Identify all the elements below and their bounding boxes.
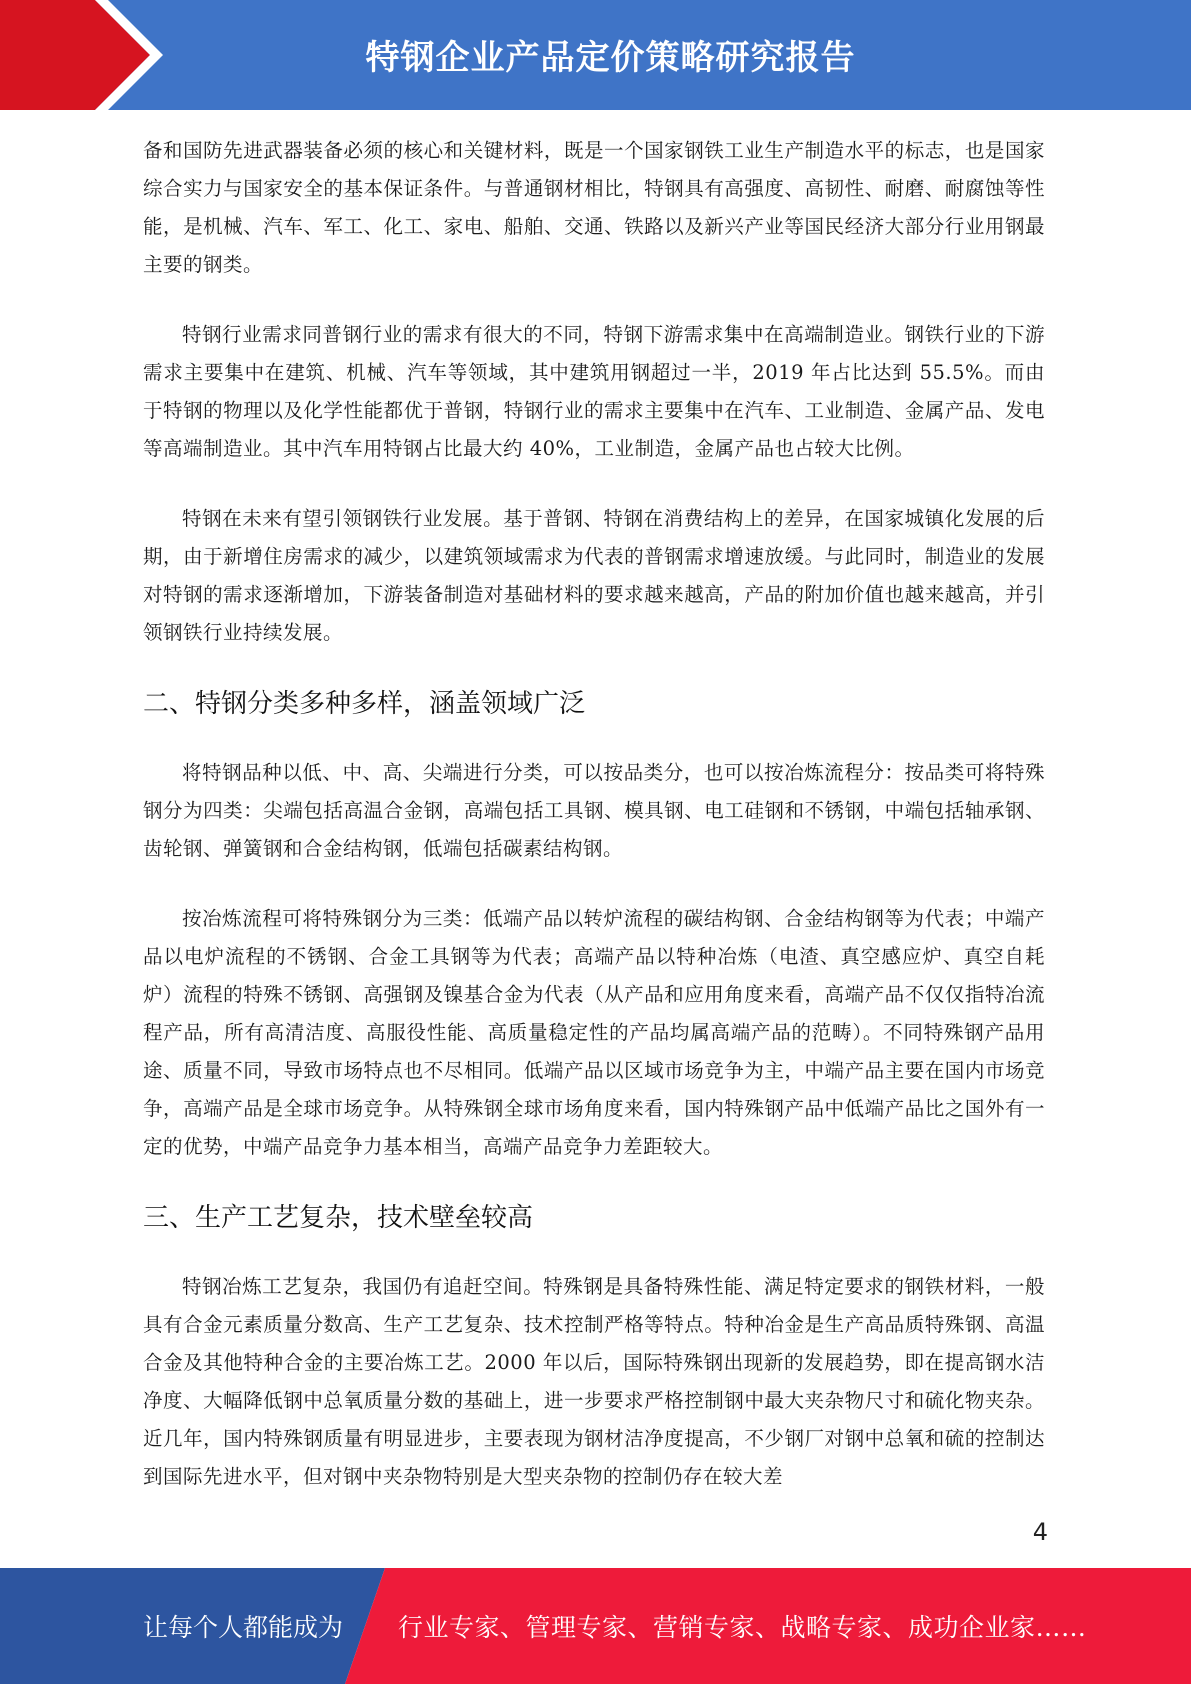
footer-slogan-right: 行业专家、管理专家、营销专家、战略专家、成功企业家…… <box>398 1613 1087 1642</box>
section-heading-3: 三、生产工艺复杂，技术壁垒较高 <box>143 1203 534 1233</box>
paragraph-2: 特钢行业需求同普钢行业的需求有很大的不同，特钢下游需求集中在高端制造业。钢铁行业的下游需求主要集中在建筑、机械、汽车等领域，其中建筑用钢超过一半，2019 年占比达到 55.5%。而由于特钢的物理以及化学性能都优于普钢，特钢行业的需求主要集中在汽车、工业制造、金属产品、发电等高端制造业。其中汽车用特钢占比最大约 40%，工业制造，金属产品也占较大比例。 <box>143 323 1045 460</box>
paragraph-3: 特钢在未来有望引领钢铁行业发展。基于普钢、特钢在消费结构上的差异，在国家城镇化发展的后期，由于新增住房需求的减少，以建筑领域需求为代表的普钢需求增速放缓。与此同时，制造业的发展对特钢的需求逐渐增加，下游装备制造对基础材料的要求越来越高，产品的附加价值也越来越高，并引领钢铁行业持续发展。 <box>143 507 1045 644</box>
paragraph-1: 备和国防先进武器装备必须的核心和关键材料，既是一个国家钢铁工业生产制造水平的标志，也是国家综合实力与国家安全的基本保证条件。与普通钢材相比，特钢具有高强度、高韧性、耐磨、耐腐蚀等性能，是机械、汽车、军工、化工、家电、船舶、交通、铁路以及新兴产业等国民经济大部分行业用钢最主要的钢类。 <box>143 139 1045 276</box>
footer-slogan-left: 让每个人都能成为 <box>143 1613 344 1642</box>
paragraph-6: 特钢冶炼工艺复杂，我国仍有追赶空间。特殊钢是具备特殊性能、满足特定要求的钢铁材料，一般具有合金元素质量分数高、生产工艺复杂、技术控制严格等特点。特种冶金是生产高品质特殊钢、高温合金及其他特种合金的主要冶炼工艺。2000 年以后，国际特殊钢出现新的发展趋势，即在提高钢水洁净度、大幅降低钢中总氧质量分数的基础上，进一步要求严格控制钢中最大夹杂物尺寸和硫化物夹杂。近几年，国内特殊钢质量有明显进步，主要表现为钢材洁净度提高，不少钢厂对钢中总氧和硫的控制达到国际先进水平，但对钢中夹杂物特别是大型夹杂物的控制仍存在较大差 <box>143 1275 1045 1488</box>
paragraph-4: 将特钢品种以低、中、高、尖端进行分类，可以按品类分，也可以按冶炼流程分：按品类可将特殊钢分为四类：尖端包括高温合金钢，高端包括工具钢、模具钢、电工硅钢和不锈钢，中端包括轴承钢、齿轮钢、弹簧钢和合金结构钢，低端包括碳素结构钢。 <box>143 761 1045 860</box>
section-heading-2: 二、特钢分类多种多样，涵盖领域广泛 <box>143 689 586 719</box>
page-number: 4 <box>1032 1518 1048 1546</box>
paragraph-5: 按冶炼流程可将特殊钢分为三类：低端产品以转炉流程的碳结构钢、合金结构钢等为代表；中端产品以电炉流程的不锈钢、合金工具钢等为代表；高端产品以特种冶炼（电渣、真空感应炉、真空自耗炉）流程的特殊不锈钢、高强钢及镍基合金为代表（从产品和应用角度来看，高端产品不仅仅指特冶流程产品，所有高清洁度、高服役性能、高质量稳定性的产品均属高端产品的范畴）。不同特殊钢产品用途、质量不同，导致市场特点也不尽相同。低端产品以区域市场竞争为主，中端产品主要在国内市场竞争，高端产品是全球市场竞争。从特殊钢全球市场角度来看，国内特殊钢产品中低端产品比之国外有一定的优势，中端产品竞争力基本相当，高端产品竞争力差距较大。 <box>143 907 1045 1158</box>
document-title: 特钢企业产品定价策略研究报告 <box>365 38 856 78</box>
page-header <box>0 0 1191 110</box>
page-footer <box>0 1568 1191 1684</box>
page-body <box>143 132 1045 1528</box>
